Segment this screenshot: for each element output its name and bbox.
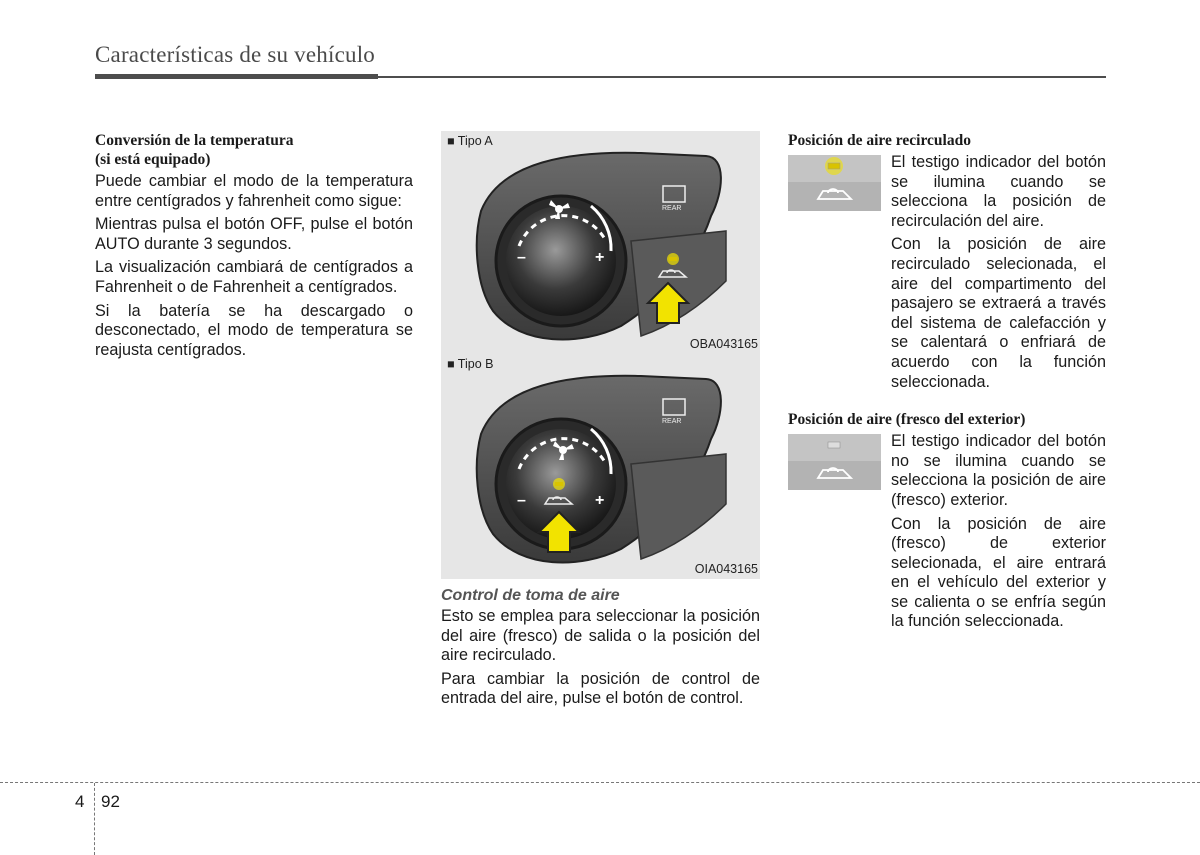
- rear-label: REAR: [662, 205, 682, 212]
- section-heading-note: (si está equipado): [95, 151, 211, 168]
- footer-divider: [0, 782, 1200, 783]
- figure-type-b: [441, 354, 760, 579]
- climate-control-panel-a: [441, 131, 760, 354]
- figure-label: ■ Tipo A: [447, 134, 493, 148]
- recirculated-air-block: [788, 153, 1106, 396]
- paragraph: Puede cambiar el modo de la temperatura entre centígrados y fahrenheit como sigue:: [95, 172, 413, 210]
- paragraph: Si la batería se ha descargado o desconectado, el modo de temperatura se reajusta centígrados.: [95, 301, 413, 359]
- rear-label: REAR: [662, 418, 682, 425]
- column-air-intake: [441, 131, 760, 713]
- header-rule-light: [378, 76, 1106, 78]
- column-air-positions: [788, 131, 1106, 636]
- figure-label: ■ Tipo B: [447, 357, 494, 371]
- section-heading: Conversión de la temperatura: [95, 132, 294, 149]
- temp-plus-label: +: [595, 492, 605, 509]
- climate-control-panel-b: [441, 354, 760, 579]
- paragraph: La visualización cambiará de centígrados a Fahrenheit o de Fahrenheit a centígrados.: [95, 258, 413, 296]
- figure-code: OBA043165: [689, 337, 758, 351]
- temp-minus-label: –: [517, 492, 526, 509]
- recirculation-button-on-thumbnail: [788, 155, 881, 211]
- recirculation-indicator-lamp: [667, 253, 679, 265]
- column-temperature-conversion: [95, 131, 413, 364]
- figure-type-a: [441, 131, 760, 354]
- paragraph: El testigo indicador del botón se ilumina cuando se selecciona la posición de recirculación del aire.: [891, 153, 1106, 230]
- paragraph: Con la posición de aire (fresco) de exterior selecionada, el aire entrará en el vehículo del exterior y se calienta o se enfría según la función seleccionada.: [891, 514, 1106, 631]
- header-rule-dark: [95, 74, 378, 79]
- paragraph: Con la posición de aire recirculado selecionada, el aire del compartimento del pasajero se extraerá a través del sistema de calefacción y se calentará o enfriará de acuerdo con la función seleccionada.: [891, 235, 1106, 391]
- figure-code: OIA043165: [694, 562, 758, 576]
- temp-plus-label: +: [595, 249, 605, 266]
- recirculation-button-off-thumbnail: [788, 434, 881, 490]
- chapter-number: 4: [75, 792, 85, 811]
- footer-vertical-divider: [94, 783, 95, 855]
- fresh-air-block: [788, 432, 1106, 636]
- section-heading: Posición de aire (fresco del exterior): [788, 411, 1026, 429]
- page-number: 92: [101, 792, 120, 811]
- paragraph: Esto se emplea para seleccionar la posición del aire (fresco) de salida o la posición del aire recirculado.: [441, 607, 760, 665]
- paragraph: El testigo indicador del botón no se ilumina cuando se selecciona la posición de aire (fresco) exterior.: [891, 432, 1106, 509]
- temp-minus-label: –: [517, 249, 526, 266]
- section-heading: Posición de aire recirculado: [788, 132, 971, 149]
- page-title: Características de su vehículo: [95, 42, 375, 67]
- section-subheading: Control de toma de aire: [441, 587, 620, 604]
- paragraph: Para cambiar la posición de control de entrada del aire, pulse el botón de control.: [441, 669, 760, 708]
- recirculation-indicator-lamp: [553, 478, 565, 490]
- paragraph: Mientras pulsa el botón OFF, pulse el botón AUTO durante 3 segundos.: [95, 215, 413, 253]
